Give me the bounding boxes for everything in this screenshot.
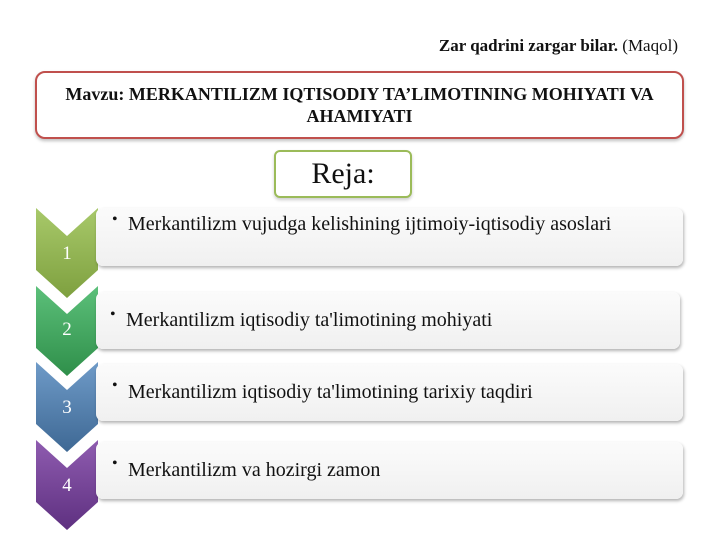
plan-item-number: 4 [62, 475, 72, 496]
plan-item-card [96, 208, 683, 266]
plan-item-text: Merkantilizm iqtisodiy ta'limotining tarixiy taqdiri [128, 381, 533, 403]
plan-item-number: 1 [62, 243, 72, 264]
plan-item-card [96, 292, 680, 349]
plan-item-number: 2 [62, 319, 72, 340]
plan-item-card [96, 364, 683, 421]
epigraph-source: (Maqol) [622, 36, 678, 55]
epigraph [439, 36, 678, 56]
plan-item-card [96, 442, 683, 499]
epigraph-proverb: Zar qadrini zargar bilar. [438, 36, 619, 55]
bullet-icon: • [112, 211, 118, 228]
bullet-icon: • [110, 306, 116, 323]
plan-item-number: 3 [62, 397, 72, 418]
bullet-icon: • [112, 455, 118, 472]
bullet-icon: • [112, 377, 118, 394]
plan-title: Reja: [311, 157, 375, 190]
plan-item-text: Merkantilizm vujudga kelishining ijtimoiy-iqtisodiy asoslari [128, 213, 612, 235]
plan-item-text: Merkantilizm iqtisodiy ta'limotining mohiyati [126, 309, 493, 331]
plan-item-text: Merkantilizm va hozirgi zamon [128, 459, 381, 481]
topic-title: Mavzu: MERKANTILIZM IQTISODIY TA’LIMOTINING MOHIYATI VA AHAMIYATI [65, 84, 654, 126]
plan-title-box [274, 150, 412, 198]
topic-box [35, 71, 684, 139]
